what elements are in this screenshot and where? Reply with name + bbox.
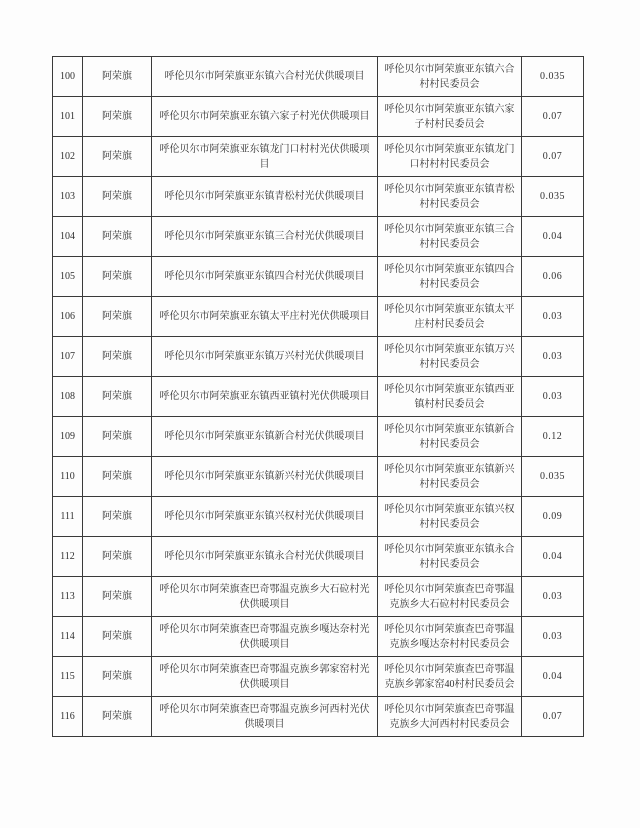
cell-project-name: 呼伦贝尔市阿荣旗亚东镇三合村光伏供暖项目 <box>152 217 378 257</box>
cell-project-name: 呼伦贝尔市阿荣旗查巴奇鄂温克族乡河西村光伏供暖项目 <box>152 697 378 737</box>
cell-project-name: 呼伦贝尔市阿荣旗亚东镇青松村光伏供暖项目 <box>152 177 378 217</box>
table-row <box>53 697 584 737</box>
cell-value: 0.03 <box>522 337 584 377</box>
cell-row-number: 113 <box>53 577 83 617</box>
cell-region: 阿荣旗 <box>83 457 152 497</box>
cell-project-name: 呼伦贝尔市阿荣旗亚东镇六家子村光伏供暖项目 <box>152 97 378 137</box>
cell-row-number: 104 <box>53 217 83 257</box>
cell-project-name: 呼伦贝尔市阿荣旗查巴奇鄂温克族乡大石砬村光伏供暖项目 <box>152 577 378 617</box>
cell-value: 0.035 <box>522 57 584 97</box>
cell-region: 阿荣旗 <box>83 657 152 697</box>
table-row <box>53 337 584 377</box>
cell-organization: 呼伦贝尔市阿荣旗亚东镇龙门口村村村民委员会 <box>378 137 522 177</box>
cell-organization: 呼伦贝尔市阿荣旗亚东镇永合村村民委员会 <box>378 537 522 577</box>
cell-organization: 呼伦贝尔市阿荣旗亚东镇万兴村村民委员会 <box>378 337 522 377</box>
cell-value: 0.035 <box>522 177 584 217</box>
cell-value: 0.07 <box>522 137 584 177</box>
cell-region: 阿荣旗 <box>83 577 152 617</box>
cell-value: 0.07 <box>522 697 584 737</box>
cell-region: 阿荣旗 <box>83 137 152 177</box>
cell-organization: 呼伦贝尔市阿荣旗亚东镇新兴村村民委员会 <box>378 457 522 497</box>
cell-project-name: 呼伦贝尔市阿荣旗查巴奇鄂温克族乡郭家窑村光伏供暖项目 <box>152 657 378 697</box>
cell-organization: 呼伦贝尔市阿荣旗查巴奇鄂温克族乡大石砬村村民委员会 <box>378 577 522 617</box>
table-row <box>53 377 584 417</box>
cell-project-name: 呼伦贝尔市阿荣旗亚东镇永合村光伏供暖项目 <box>152 537 378 577</box>
cell-project-name: 呼伦贝尔市阿荣旗亚东镇四合村光伏供暖项目 <box>152 257 378 297</box>
table-row <box>53 537 584 577</box>
cell-organization: 呼伦贝尔市阿荣旗查巴奇鄂温克族乡大河西村村民委员会 <box>378 697 522 737</box>
cell-value: 0.03 <box>522 377 584 417</box>
cell-row-number: 107 <box>53 337 83 377</box>
cell-row-number: 100 <box>53 57 83 97</box>
table-row <box>53 457 584 497</box>
cell-region: 阿荣旗 <box>83 217 152 257</box>
cell-row-number: 110 <box>53 457 83 497</box>
cell-project-name: 呼伦贝尔市阿荣旗亚东镇西亚镇村光伏供暖项目 <box>152 377 378 417</box>
cell-organization: 呼伦贝尔市阿荣旗亚东镇兴权村村民委员会 <box>378 497 522 537</box>
cell-organization: 呼伦贝尔市阿荣旗亚东镇六家子村村民委员会 <box>378 97 522 137</box>
cell-project-name: 呼伦贝尔市阿荣旗亚东镇新兴村光伏供暖项目 <box>152 457 378 497</box>
cell-row-number: 115 <box>53 657 83 697</box>
cell-region: 阿荣旗 <box>83 97 152 137</box>
cell-value: 0.04 <box>522 657 584 697</box>
cell-value: 0.06 <box>522 257 584 297</box>
cell-row-number: 111 <box>53 497 83 537</box>
cell-row-number: 106 <box>53 297 83 337</box>
cell-project-name: 呼伦贝尔市阿荣旗亚东镇六合村光伏供暖项目 <box>152 57 378 97</box>
cell-value: 0.04 <box>522 217 584 257</box>
cell-project-name: 呼伦贝尔市阿荣旗亚东镇龙门口村村光伏供暖项目 <box>152 137 378 177</box>
cell-organization: 呼伦贝尔市阿荣旗亚东镇太平庄村村民委员会 <box>378 297 522 337</box>
cell-value: 0.03 <box>522 297 584 337</box>
cell-value: 0.09 <box>522 497 584 537</box>
cell-region: 阿荣旗 <box>83 417 152 457</box>
cell-region: 阿荣旗 <box>83 57 152 97</box>
cell-row-number: 105 <box>53 257 83 297</box>
table-row <box>53 297 584 337</box>
cell-row-number: 103 <box>53 177 83 217</box>
table-row <box>53 57 584 97</box>
cell-organization: 呼伦贝尔市阿荣旗亚东镇青松村村民委员会 <box>378 177 522 217</box>
cell-project-name: 呼伦贝尔市阿荣旗亚东镇太平庄村光伏供暖项目 <box>152 297 378 337</box>
cell-row-number: 114 <box>53 617 83 657</box>
cell-organization: 呼伦贝尔市阿荣旗亚东镇新合村村民委员会 <box>378 417 522 457</box>
project-table <box>52 56 584 737</box>
cell-project-name: 呼伦贝尔市阿荣旗亚东镇兴权村光伏供暖项目 <box>152 497 378 537</box>
cell-row-number: 109 <box>53 417 83 457</box>
cell-region: 阿荣旗 <box>83 257 152 297</box>
cell-value: 0.035 <box>522 457 584 497</box>
cell-organization: 呼伦贝尔市阿荣旗亚东镇四合村村民委员会 <box>378 257 522 297</box>
cell-region: 阿荣旗 <box>83 177 152 217</box>
cell-region: 阿荣旗 <box>83 537 152 577</box>
cell-row-number: 102 <box>53 137 83 177</box>
table-row <box>53 177 584 217</box>
table-row <box>53 657 584 697</box>
cell-organization: 呼伦贝尔市阿荣旗亚东镇西亚镇村村民委员会 <box>378 377 522 417</box>
cell-row-number: 108 <box>53 377 83 417</box>
cell-organization: 呼伦贝尔市阿荣旗亚东镇三合村村民委员会 <box>378 217 522 257</box>
cell-value: 0.04 <box>522 537 584 577</box>
cell-row-number: 112 <box>53 537 83 577</box>
table-body <box>53 57 584 737</box>
cell-row-number: 116 <box>53 697 83 737</box>
cell-region: 阿荣旗 <box>83 337 152 377</box>
cell-project-name: 呼伦贝尔市阿荣旗亚东镇新合村光伏供暖项目 <box>152 417 378 457</box>
cell-region: 阿荣旗 <box>83 617 152 657</box>
table-row <box>53 137 584 177</box>
cell-region: 阿荣旗 <box>83 697 152 737</box>
cell-row-number: 101 <box>53 97 83 137</box>
cell-region: 阿荣旗 <box>83 297 152 337</box>
table-row <box>53 217 584 257</box>
cell-region: 阿荣旗 <box>83 377 152 417</box>
cell-project-name: 呼伦贝尔市阿荣旗亚东镇万兴村光伏供暖项目 <box>152 337 378 377</box>
table-row <box>53 497 584 537</box>
table-row <box>53 97 584 137</box>
cell-value: 0.03 <box>522 617 584 657</box>
cell-organization: 呼伦贝尔市阿荣旗亚东镇六合村村民委员会 <box>378 57 522 97</box>
table-row <box>53 257 584 297</box>
cell-region: 阿荣旗 <box>83 497 152 537</box>
cell-value: 0.07 <box>522 97 584 137</box>
cell-organization: 呼伦贝尔市阿荣旗查巴奇鄂温克族乡郭家窑40村村民委员会 <box>378 657 522 697</box>
table-row <box>53 417 584 457</box>
cell-value: 0.12 <box>522 417 584 457</box>
table-row <box>53 617 584 657</box>
cell-project-name: 呼伦贝尔市阿荣旗查巴奇鄂温克族乡嘎达奈村光伏供暖项目 <box>152 617 378 657</box>
cell-value: 0.03 <box>522 577 584 617</box>
cell-organization: 呼伦贝尔市阿荣旗查巴奇鄂温克族乡嘎达奈村村民委员会 <box>378 617 522 657</box>
table-row <box>53 577 584 617</box>
